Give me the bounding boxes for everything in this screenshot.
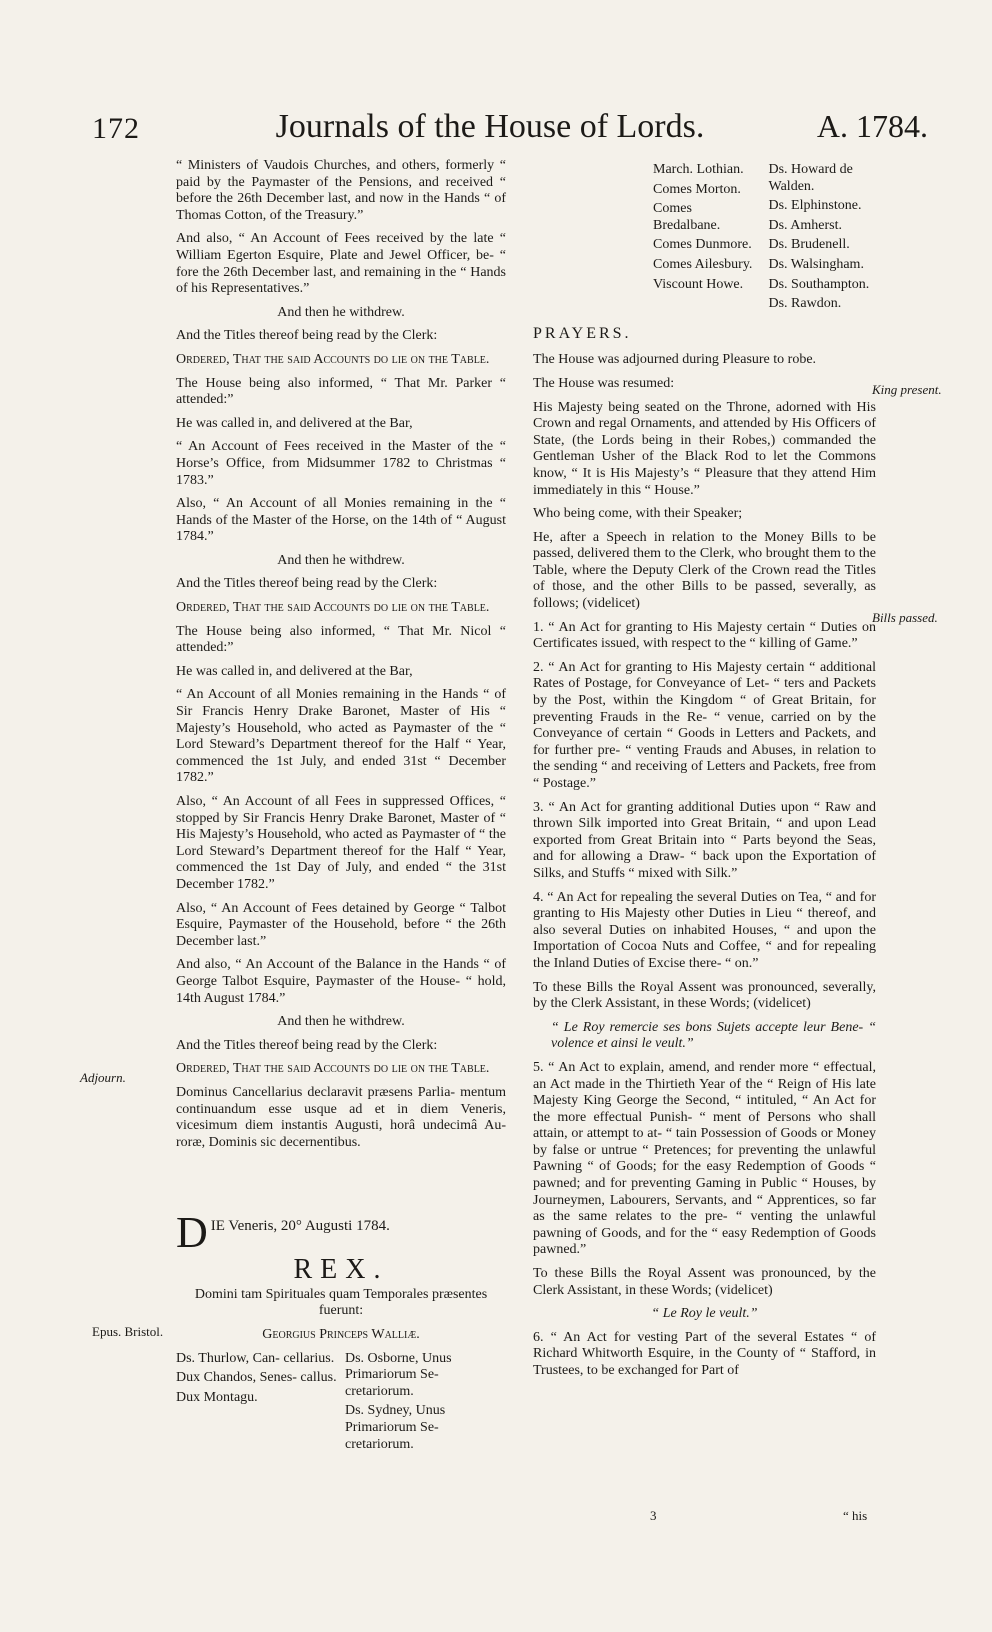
paragraph: The House was adjourned during Pleasure to robe. [533, 352, 817, 368]
paragraph: Also, “ An Account of all Fees in suppressed Offices, “ stopped by Sir Francis Henry Drake Baronet, Master of “ His Majesty’s Household, who acted as Paymaster of “ the Lord Steward’s Department thereof for the Half “ Year, commenced the 1st Day of July, and ended “ the 31st December 1782.” [176, 794, 506, 892]
paragraph: “ An Account of all Monies remaining in the Hands “ of Sir Francis Henry Drake Baronet, Master of His “ Majesty’s Household, who acted as Paymaster of the “ Lord Steward’s Department thereof for the Half “ Year, commenced the 1st July, and ended 31st “ December 1782.” [176, 687, 506, 786]
lord-entry: Comes Dunmore. [653, 237, 752, 253]
page-number: 172 [92, 112, 140, 145]
margin-note-king-present: King present. [872, 382, 942, 397]
lord-entry: Ds. Brudenell. [768, 237, 850, 253]
bill-item: 5. “ An Act to explain, amend, and render more “ effectual, an Act made in the Thirtieth Year of the “ Reign of His late Majesty King George the Second, “ intituled, “ An Act for the more effectual Punish- “ ment of Persons who shall attain, or attempt to at- “ tain Possession of Goods or Money by false or untrue “ Pretences; for preventing the unlawful Pawning “ of Goods; for the easy Redemption of Goods “ pawned; and for preventing Gaming in Public “ Houses, by Journeymen, Labourers, Servants, and “ Apprentices, so far as the same relates to the pre- “ venting the unlawful pawning of Goods, and for the “ easy Redemption of Goods pawned.” [533, 1059, 876, 1258]
roll-column [176, 1351, 337, 1457]
paragraph: He, after a Speech in relation to the Money Bills to be passed, delivered them to the Clerk, who brought them to the Table, where the Deputy Clerk of the Crown read the Titles of those, and the other Bills to be passed, severally, as follows; (videlicet) [533, 529, 876, 612]
paragraph: He was called in, and delivered at the Bar, [176, 415, 413, 431]
lords-roll-left [176, 1351, 506, 1457]
paragraph: And also, “ An Account of Fees received by the late “ William Egerton Esquire, Plate and Jewel Officer, be- “ fore the 26th December last, and remaining in the “ Hands of his Representatives.” [176, 231, 506, 297]
paragraph: The House was resumed: [533, 375, 675, 391]
withdrew-line: And then he withdrew. [277, 552, 405, 568]
rex-heading: REX. [293, 1254, 389, 1286]
lord-entry: Ds. Sydney, Unus Primariorum Se- cretariorum. [345, 1403, 446, 1452]
catchword: “ his [843, 1508, 868, 1523]
royal-assent-formula: “ Le Roy le veult.” [651, 1306, 758, 1322]
titles-read-line: And the Titles thereof being read by the Clerk: [176, 576, 438, 592]
paragraph: Also, “ An Account of all Monies remaining in the “ Hands of the Master of the Horse, on the 14th of “ August 1784.” [176, 496, 506, 545]
paragraph: He was called in, and delivered at the Bar, [176, 663, 413, 679]
drop-cap: D [176, 1214, 208, 1253]
lord-entry: Ds. Howard de Walden. [768, 162, 853, 194]
lord-entry: March. Lothian. [653, 162, 744, 177]
bill-item: 1. “ An Act for granting to His Majesty certain “ Duties on Certificates issued, with respect to the “ killing of Game.” [533, 619, 876, 652]
bill-item: 3. “ An Act for granting additional Duties upon “ Raw and thrown Silk imported into Great Britain, “ and upon Lead exported from Great Britain into “ Parts beyond the Seas, and for allowing a Draw- “ back upon the Exportation of Silks, and Stuffs “ mixed with Silk.” [533, 799, 876, 881]
lords-roll-right [533, 162, 876, 316]
bill-item: 6. “ An Act for vesting Part of the several Estates “ of Richard Whitworth Esquire, in the County of “ Stafford, in Trustees, to be exchanged for Part of [533, 1329, 876, 1378]
roll-column [769, 162, 877, 316]
paragraph: The House being also informed, “ That Mr. Nicol “ attended:” [176, 623, 506, 656]
ordered-line: Ordered, That the said Accounts do lie on the Table. [176, 351, 490, 367]
paragraph: The House being also informed, “ That Mr. Parker “ attended:” [176, 375, 506, 408]
session-date [176, 1214, 506, 1252]
lord-entry: Ds. Southampton. [768, 276, 870, 292]
paragraph: To these Bills the Royal Assent was pronounced, by the Clerk Assistant, in these Words; (videlicet) [533, 1266, 876, 1298]
prayers-heading: PRAYERS. [533, 324, 632, 342]
lord-entry: Dux Montagu. [176, 1389, 258, 1405]
margin-note-adjourn: Adjourn. [80, 1070, 126, 1085]
left-column [176, 158, 506, 1464]
bill-item: 4. “ An Act for repealing the several Duties on Tea, “ and for granting to His Majesty other Duties in Lieu “ thereof, and also several Duties on inhabited Houses, “ and upon the Importation of Cocoa Nuts and Coffee, “ and for repealing the Inland Duties of Excise there- “ on.” [533, 889, 876, 971]
titles-read-line: And the Titles thereof being read by the Clerk: [176, 1037, 438, 1053]
paragraph: Who being come, with their Speaker; [533, 506, 743, 522]
lord-entry: Comes Bredalbane. [653, 201, 721, 233]
paragraph: To these Bills the Royal Assent was pronounced, severally, by the Clerk Assistant, in these Words; (videlicet) [533, 979, 876, 1012]
withdrew-line: And then he withdrew. [277, 1014, 405, 1030]
lord-entry: Comes Ailesbury. [653, 256, 753, 272]
paragraph: Also, “ An Account of Fees detained by George “ Talbot Esquire, Paymaster of the Household, before “ the 26th December last.” [176, 900, 506, 949]
session-date-text: IE Veneris, 20° Augusti 1784. [210, 1218, 390, 1235]
lord-entry: Ds. Thurlow, Can- cellarius. [176, 1350, 335, 1366]
paragraph: “ Ministers of Vaudois Churches, and others, formerly “ paid by the Paymaster of the Pensions, and received “ before the 26th December last, and now in the Hands “ of Thomas Cotton, of the Treasury.” [176, 158, 506, 223]
margin-note-bristol: Epus. Bristol. [92, 1324, 164, 1339]
roll-column [345, 1351, 506, 1457]
lord-entry: Dux Chandos, Senes- callus. [176, 1370, 337, 1386]
ordered-line: Ordered, That the said Accounts do lie on the Table. [176, 600, 490, 616]
signature-mark: 3 [650, 1508, 657, 1523]
paragraph: And also, “ An Account of the Balance in the Hands “ of George Talbot Esquire, Paymaster of the House- “ hold, 14th August 1784.” [176, 957, 506, 1006]
withdrew-line: And then he withdrew. [277, 304, 405, 320]
titles-read-line: And the Titles thereof being read by the Clerk: [176, 328, 438, 344]
lord-entry: Ds. Rawdon. [768, 296, 842, 312]
right-column [533, 158, 876, 1387]
paragraph: “ An Account of Fees received in the Master of the “ Horse’s Office, from Midsummer 1782 to Christmas “ 1783.” [176, 439, 506, 488]
lord-entry: Ds. Elphinstone. [768, 198, 862, 214]
lord-entry: Ds. Amherst. [768, 217, 842, 233]
year-heading: A. 1784. [816, 108, 928, 144]
lord-entry: Ds. Osborne, Unus Primariorum Se- cretariorum. [345, 1350, 452, 1399]
prince-line: Georgius Princeps Walliæ. [262, 1327, 420, 1343]
royal-assent-formula: “ Le Roy remercie ses bons Sujets accepte leur Bene- “ volence et ainsi le veult.” [551, 1019, 876, 1052]
domini-line: Domini tam Spirituales quam Temporales præsentes fuerunt: [194, 1286, 488, 1319]
lord-entry: Viscount Howe. [653, 276, 744, 292]
ordered-line: Ordered, That the said Accounts do lie on the Table. [176, 1061, 490, 1077]
lord-entry: Comes Morton. [653, 181, 741, 197]
bill-item: 2. “ An Act for granting to His Majesty certain “ additional Rates of Postage, for Conveyance of Let- “ ters and Packets by the Post, within the Kingdom “ of Great Britain, for preventing Frauds in the Re- “ venue, carried on by the Conveyance of certain “ Goods in Letters and Packets, and for further pre- “ venting Frauds and Abuses, in relation to the sending “ and receiving of Letters and Packets, free from “ Postage.” [533, 659, 876, 791]
lord-entry: Ds. Walsingham. [768, 256, 864, 272]
roll-column [653, 162, 761, 316]
adjournment-paragraph: Dominus Cancellarius declaravit præsens Parlia- mentum continuandum esse usque ad et in diem Veneris, vicesimum diem instantis Augusti, horâ undecimâ Au- roræ, Dominis sic decernentibus. [176, 1084, 506, 1150]
margin-note-bills-passed: Bills passed. [872, 610, 938, 625]
running-title: Journals of the House of Lords. [275, 108, 705, 145]
paragraph: His Majesty being seated on the Throne, adorned with His Crown and regal Ornaments, and attended by His Officers of State, (the Lords being in their Robes,) commanded the Gentleman Usher of the Black Rod to let the Commons know, “ It is His Majesty’s “ Pleasure that they attend Him immediately in this “ House.” [533, 399, 876, 498]
